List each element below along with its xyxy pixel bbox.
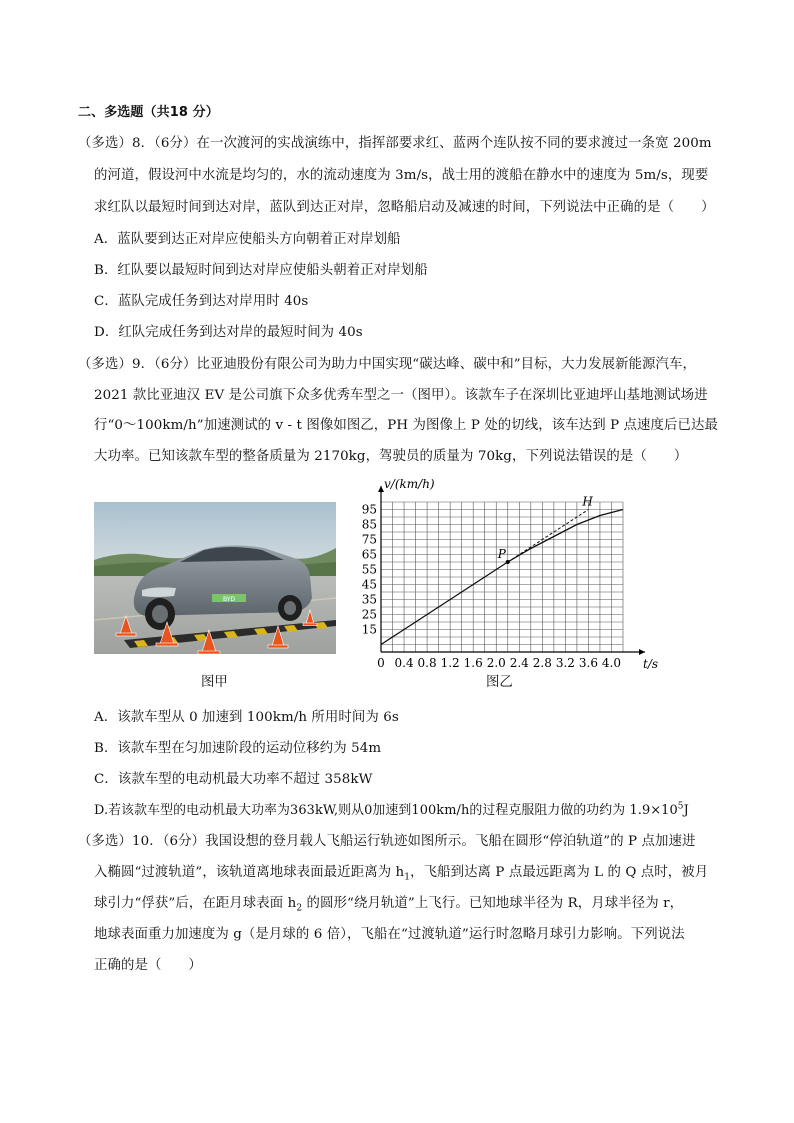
q9-option-d-exponent: 5 [677, 801, 684, 812]
figure-a-caption: 图甲 [201, 675, 228, 690]
x-tick-label: 0 [377, 656, 385, 670]
license-plate: BYD [222, 596, 236, 603]
y-axis-label: v/(km/h) [384, 477, 435, 491]
q9-option-a[interactable]: A．该款车型从 0 加速到 100km/h 所用时间为 6s [94, 710, 399, 725]
car-photo-drawing [94, 502, 336, 654]
q8-option-a[interactable]: A．蓝队要到达正对岸应使船头方向朝着正对岸划船 [94, 232, 401, 247]
q9-option-c[interactable]: C．该款车型的电动机最大功率不超过 358kW [94, 772, 373, 787]
x-axis-label: t/s [643, 657, 659, 671]
y-tick-label: 65 [361, 547, 377, 562]
q8-stem-line-1: （多选）8．（6分）在一次渡河的实战演练中，指挥部要求红、蓝两个连队按不同的要求渡过一条宽 200m [78, 136, 712, 151]
point-p-label: P [497, 547, 506, 561]
q9-option-d-text: D.若该款车型的电动机最大功率为363kW,则从0加速到100km/h的过程克服阻力做的功约为 1.9×10 [94, 803, 678, 818]
x-tick-label: 1.6 [463, 656, 483, 670]
q10-h2-subscript: 2 [296, 903, 303, 914]
q8-stem-line-2: 的河道，假设河中水流是均匀的，水的流动速度为 3m/s，战士用的渡船在静水中的速度为 5m/s，现要 [94, 168, 709, 183]
point-p-marker [506, 560, 510, 564]
q9-stem-line-2: 2021 款比亚迪汉 EV 是公司旗下众多优秀车型之一（图甲）。该款车子在深圳比亚迪坪山基地测试场进 [94, 388, 708, 403]
q10-stem-line-2 [94, 861, 708, 883]
q8-option-c[interactable]: C．蓝队完成任务到达对岸用时 40s [94, 294, 309, 309]
q10-line2-part-b: ，飞船到达离 P 点最远距离为 L 的 Q 点时，被月 [410, 865, 709, 880]
q10-stem-line-3 [94, 892, 683, 914]
x-tick-label: 4.0 [601, 656, 622, 670]
x-tick-label: 0.4 [394, 656, 414, 670]
q8-stem-line-3: 求红队以最短时间到达对岸，蓝队到达正对岸，忽略船启动及减速的时间，下列说法中正确的是（ ） [94, 200, 715, 215]
y-tick-label: 35 [361, 592, 377, 607]
y-tick-label: 15 [361, 622, 377, 637]
x-tick-label: 0.8 [417, 656, 437, 670]
y-tick-label: 45 [361, 577, 377, 592]
q10-line3-part-b: 的圆形“绕月轨道”上飞行。已知地球半径为 R，月球半径为 r， [302, 896, 684, 911]
q9-stem-line-3: 行“0～100km/h”加速测试的 v - t 图像如图乙，PH 为图像上 P 处的切线，该车达到 P 点速度后已达最 [94, 418, 718, 433]
q10-stem-line-5: 正确的是（ ） [94, 958, 202, 973]
q9-stem-line-1: （多选）9．（6分）比亚迪股份有限公司为助力中国实现“碳达峰、碳中和”目标，大力发展新能源汽车， [78, 357, 697, 372]
q8-option-d[interactable]: D．红队完成任务到达对岸的最短时间为 40s [94, 325, 363, 340]
figure-b-caption: 图乙 [486, 675, 513, 690]
q10-stem-line-4: 地球表面重力加速度为 g（是月球的 6 倍），飞船在“过渡轨道”运行时忽略月球引力影响。下列说法 [94, 927, 685, 942]
x-tick-label: 2.0 [486, 656, 506, 670]
point-h-label: H [582, 494, 593, 509]
q9-option-d-unit: J [683, 803, 689, 818]
section-heading: 二、多选题（共18 分） [78, 105, 219, 120]
tangent-ph [508, 510, 589, 563]
y-tick-label: 25 [361, 607, 377, 622]
q10-h1-subscript: 1 [404, 872, 411, 883]
q9-option-d[interactable] [94, 799, 689, 818]
x-tick-label: 1.2 [440, 656, 460, 670]
y-tick-label: 95 [361, 502, 377, 517]
y-tick-label: 75 [361, 532, 377, 547]
car-photo [94, 502, 336, 654]
x-tick-label: 2.8 [532, 656, 552, 670]
x-tick-label: 3.2 [555, 656, 575, 670]
q9-option-b[interactable]: B．该款车型在匀加速阶段的运动位移约为 54m [94, 741, 382, 756]
q10-stem-line-1: （多选）10．（6分）我国设想的登月载人飞船运行轨迹如图所示。飞船在圆形“停泊轨道”的 P 点加速进 [78, 834, 696, 849]
y-tick-label: 55 [361, 562, 377, 577]
q9-stem-line-4: 大功率。已知该款车型的整备质量为 2170kg，驾驶员的质量为 70kg，下列说法错误的是（ ） [94, 449, 688, 464]
y-tick-label: 85 [361, 517, 377, 532]
vt-chart [357, 474, 667, 674]
x-tick-label: 3.6 [578, 656, 598, 670]
q10-line2-part-a: 入椭圆“过渡轨道”，该轨道离地球表面最近距离为 h [94, 865, 405, 880]
x-tick-label: 2.4 [509, 656, 529, 670]
q8-option-b[interactable]: B．红队要以最短时间到达对岸应使船头朝着正对岸划船 [94, 263, 428, 278]
x-axis-arrow [639, 649, 645, 655]
q10-line3-part-a: 球引力“俘获”后，在距月球表面 h [94, 896, 297, 911]
